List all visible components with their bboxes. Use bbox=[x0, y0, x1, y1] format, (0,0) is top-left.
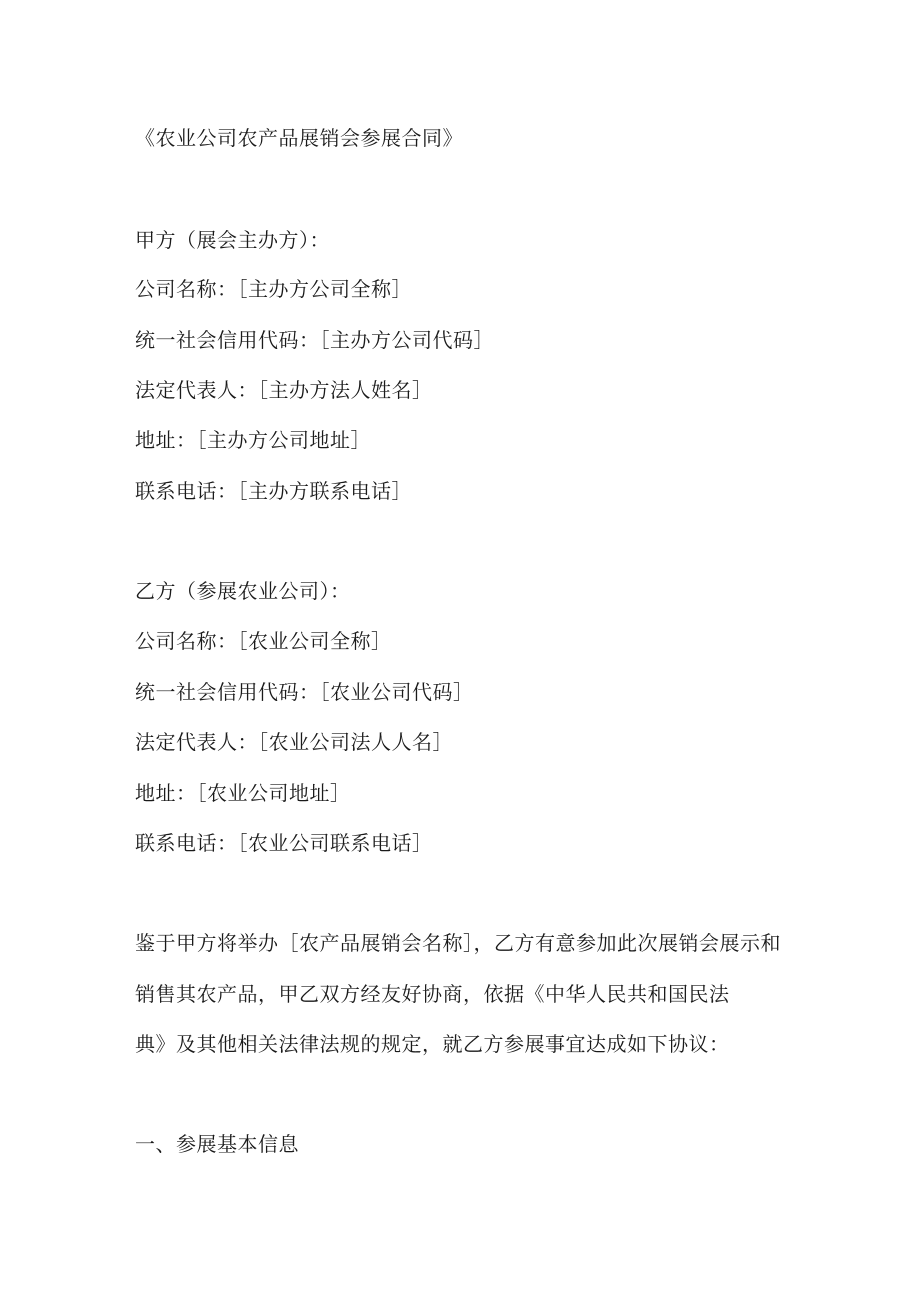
party-b-phone: 联系电话：［农业公司联系电话］ bbox=[135, 831, 433, 855]
party-b-address: 地址：［农业公司地址］ bbox=[135, 781, 351, 805]
party-b-company-name: 公司名称：［农业公司全称］ bbox=[135, 629, 392, 653]
party-a-credit-code: 统一社会信用代码：［主办方公司代码］ bbox=[135, 328, 494, 352]
section-1-heading: 一、参展基本信息 bbox=[135, 1132, 299, 1156]
party-a-heading: 甲方（展会主办方）： bbox=[135, 228, 330, 252]
document-title: 《农业公司农产品展销会参展合同》 bbox=[135, 126, 463, 150]
party-a-address: 地址：［主办方公司地址］ bbox=[135, 428, 371, 452]
party-b-credit-code: 统一社会信用代码：［农业公司代码］ bbox=[135, 680, 474, 704]
party-a-legal-rep: 法定代表人：［主办方法人姓名］ bbox=[135, 378, 433, 402]
party-a-company-name: 公司名称：［主办方公司全称］ bbox=[135, 277, 412, 301]
party-b-legal-rep: 法定代表人：［农业公司法人人名］ bbox=[135, 730, 453, 754]
party-a-phone: 联系电话：［主办方联系电话］ bbox=[135, 479, 412, 503]
preamble-line-2: 销售其农产品，甲乙双方经友好协商，依据《中华人民共和国民法 bbox=[135, 982, 730, 1006]
preamble-line-1: 鉴于甲方将举办［农产品展销会名称］，乙方有意参加此次展销会展示和 bbox=[135, 931, 781, 955]
preamble-line-3: 典》及其他相关法律法规的规定，就乙方参展事宜达成如下协议： bbox=[135, 1032, 730, 1056]
party-b-heading: 乙方（参展农业公司）： bbox=[135, 579, 351, 603]
